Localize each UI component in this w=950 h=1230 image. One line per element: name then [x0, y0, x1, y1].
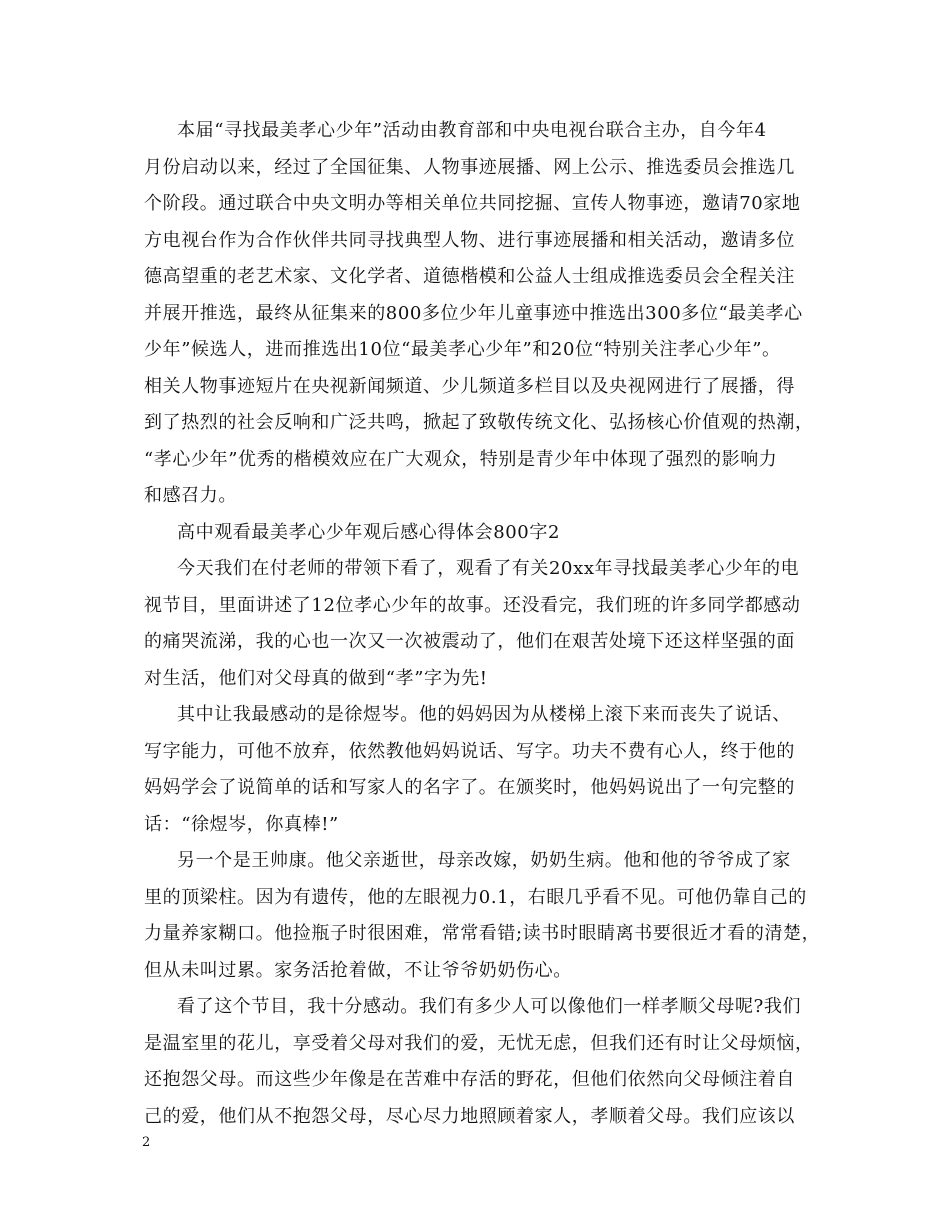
text-line: 是温室里的花儿，享受着父母对我们的爱，无忧无虑，但我们还有时让父母烦恼，	[144, 1032, 814, 1054]
text-line: 月份启动以来，经过了全国征集、人物事迹展播、网上公示、推选委员会推选几	[144, 156, 795, 178]
page-number: 2	[142, 1135, 151, 1150]
text-line: 并展开推选，最终从征集来的800多位少年儿童事迹中推选出300多位“最美孝心	[144, 302, 803, 324]
text-line: 到了热烈的社会反响和广泛共鸣，掀起了致敬传统文化、弘扬核心价值观的热潮，	[144, 412, 814, 433]
document-body	[144, 113, 834, 1135]
text-line: 视节目，里面讲述了12位孝心少年的故事。还没看完，我们班的许多同学都感动	[144, 594, 801, 616]
text-line: 另一个是王帅康。他父亲逝世，母亲改嫁，奶奶生病。他和他的爷爷成了家	[177, 850, 791, 871]
text-line: 对生活，他们对父母真的做到“孝”字为先!	[144, 667, 488, 689]
text-line: 相关人物事迹短片在央视新闻频道、少儿频道多栏目以及央视网进行了展播，得	[144, 375, 795, 397]
text-line: 方电视台作为合作伙伴共同寻找典型人物、进行事迹展播和相关活动，邀请多位	[144, 229, 795, 251]
text-line: 个阶段。通过联合中央文明办等相关单位共同挖掘、宣传人物事迹，邀请70家地	[144, 193, 801, 214]
text-line: 本届“寻找最美孝心少年”活动由教育部和中央电视台联合主办，自今年4	[177, 120, 767, 141]
text-line: 其中让我最感动的是徐煜岑。他的妈妈因为从楼梯上滚下来而丧失了说话、	[177, 704, 791, 725]
text-line: 但从未叫过累。家务活抢着做，不让爷爷奶奶伤心。	[144, 959, 572, 981]
text-line: “孝心少年”优秀的楷模效应在广大观众，特别是青少年中体现了强烈的影响力	[144, 448, 778, 470]
text-line: 己的爱，他们从不抱怨父母，尽心尽力地照顾着家人，孝顺着父母。我们应该以	[144, 1105, 795, 1127]
text-line: 力量养家糊口。他捡瓶子时很困难，常常看错;读书时眼睛离书要很近才看的清楚，	[144, 923, 821, 944]
text-line: 和感召力。	[144, 485, 237, 506]
text-line: 写字能力，可他不放弃，依然教他妈妈说话、写字。功夫不费有心人，终于他的	[144, 740, 795, 762]
text-line: 还抱怨父母。而这些少年像是在苦难中存活的野花，但他们依然向父母倾注着自	[144, 1069, 795, 1090]
text-line: 今天我们在付老师的带领下看了，观看了有关20xx年寻找最美孝心少年的电	[177, 558, 800, 579]
text-line: 高中观看最美孝心少年观后感心得体会800字2	[177, 521, 561, 543]
text-line: 里的顶梁柱。因为有遗传，他的左眼视力0.1，右眼几乎看不见。可他仍靠自己的	[144, 886, 807, 908]
text-line: 的痛哭流涕，我的心也一次又一次被震动了，他们在艰苦处境下还这样坚强的面	[144, 631, 795, 652]
text-line: 德高望重的老艺术家、文化学者、道德楷模和公益人士组成推选委员会全程关注	[144, 266, 795, 287]
text-line: 看了这个节目，我十分感动。我们有多少人可以像他们一样孝顺父母呢?我们	[177, 996, 802, 1017]
text-line: 妈妈学会了说简单的话和写家人的名字了。在颁奖时，他妈妈说出了一句完整的	[144, 777, 795, 798]
text-line: 少年”候选人，进而推选出10位“最美孝心少年”和20位“特别关注孝心少年”。	[144, 339, 781, 360]
text-line: 话：“徐煜岑，你真棒!”	[144, 813, 339, 835]
